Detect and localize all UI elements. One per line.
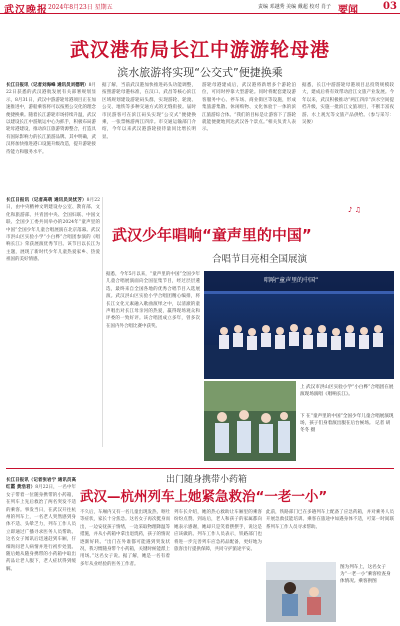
column-divider — [102, 197, 103, 447]
choir-performance-photo — [204, 271, 394, 379]
story1-headline: 武汉港布局长江中游游轮母港 — [69, 39, 330, 61]
story1-lead: 长江日报讯（记者刘海峰 通讯员刘德明） — [6, 83, 89, 88]
story3-lead: 长江日报讯（记者张岩宁 通讯员高红霞 黄浩君） — [6, 478, 76, 491]
train-rescue-photo — [266, 562, 336, 622]
story3-column-3 — [174, 509, 262, 624]
story3-headline: 武汉—杭州列车上她紧急救治“一老一小” — [80, 489, 328, 505]
story1-column-1 — [6, 82, 96, 189]
story1-col2-text: 据了解，当前武汉港加快推进码头功能调整，按照游轮母港标准，在汉口、武昌等核心滨江区域规划建设游轮码头群，实现游轮、轮渡、公交、地铁等多种交通方式的无缝衔接。届时市民游客可在滨江码头实现“公交式”便捷换乘，一张票畅游两江四岸。市交通运输部门介绍，今年以来武汉港游轮接待量同比增长明显。 — [102, 83, 196, 140]
story2-photo-caption-top — [300, 384, 394, 398]
story1-col3-text: 游轮母港建成后，武汉港将新增多个游轮泊位，可同时停靠大型游轮。同时将配套建设游客服务中心、停车场、商业街区等设施，形成集旅游集散、休闲购物、文化体验于一体的滨江旅游综合体。“我们的目标是让游客下了游轮就能便捷地到达武汉各个景点。”相关负责人表示。 — [202, 83, 296, 133]
story2-headline: 武汉少年唱响“童声里的中国” — [112, 226, 312, 244]
music-note-icon: ♪ ♫ — [348, 206, 361, 214]
story1-col4-text: 据悉，长江中游游轮母港项目总投资规模较大，建成后将有效带动沿江文旅产业发展。今年以来，武汉积极推动“两江四岸”滨水空间提档升级，实施一批滨江文旅项目，不断丰富夜游、水上观光等文旅产品供给。（参与采写：吴俊） — [302, 83, 394, 126]
story3-column-2 — [80, 509, 170, 624]
story1-subheadline: 滨水旅游将实现“公交式”便捷换乘 — [117, 66, 283, 79]
section-label: 要闻 — [338, 5, 358, 16]
story2-column-2 — [106, 271, 200, 446]
story3-photo-caption — [340, 564, 394, 585]
story3-col4-text: 此前，铁路部门已在多趟列车上配备了应急药箱，并对乘务人员开展急救技能培训。乘客在旅途中如遇身体不适，可第一时间联系列车工作人员寻求帮助。 — [266, 510, 394, 530]
story1-column-3 — [202, 82, 296, 189]
choir-backstage-photo — [204, 381, 296, 461]
masthead: 武汉晚报 — [4, 5, 48, 16]
story1-column-4 — [302, 82, 394, 189]
story3-column-4 — [266, 509, 394, 561]
story3-col1-text: 8月22日，一名中年女子带着一位随身携带的小药箱，在列车上先后救治了两名突发不适的乘客。事发当日，在武汉开往杭州的列车上，一名老人突然感到身体不适、头晕乏力，列车工作人员立即通过广播寻求医务人员帮助。这名女子闻讯后迅速赶到车厢，仔细询问老人病情并进行初步处置。随后她从随身携带的小药箱中取出药品让老人服下，老人症状得到缓解。 — [6, 485, 76, 572]
story3-column-1 — [6, 477, 76, 624]
story2-caption-1: 上 武汉市洪山区实验小学“小白桦”合唱团在展演现场演唱《唱响长江》。 — [300, 385, 394, 397]
section-divider — [6, 468, 394, 469]
story3-kicker: 出门随身携带小药箱 — [166, 475, 248, 485]
story2-column-1 — [6, 197, 100, 447]
story2-caption-credit: 记者 胡冬冬 摄 — [300, 421, 391, 433]
story3-col2-text: 不久后，车厢内又有一名儿童出现发热、呕吐等症状，家长十分焦急。这名女子再次挺身而出，一边安抚孩子情绪，一边采取物理降温等措施，并从小药箱中拿出退烧药，孩子的情况逐渐好转。“出门在外谁都可能遇到突发状况，我习惯随身带个小药箱，关键时候能派上用场。”这名女子说。据了解，她是一名有着多年从业经验的医务工作者。 — [80, 510, 170, 567]
story2-caption-2: 下 在“童声里的中国”全国少年儿童合唱展演现场，孩子们身着演出服在后台候场。 — [300, 414, 394, 426]
story2-photo-caption-bottom — [300, 413, 394, 434]
page-number: 03 — [383, 1, 397, 12]
story2-col2-text: 据悉，今年5月以来，“童声里的中国”全国少年儿童合唱展演面向全国征集节目，经过层层遴选，最终来自全国各地的优秀合唱节目入选展演。武汉洪山区实验小学合唱团精心编排，将长江文化元素融入歌曲演绎之中，以清澈的童声唱出对长江母亲河的热爱，赢得现场观众和评委的一致好评。该合唱团成立多年，曾多次在国内外合唱比赛中获奖。 — [106, 272, 200, 329]
story2-col1-text: 8月22日，由中央精神文明建设办公室、教育部、文化和旅游部、共青团中央、全国妇联、中国文联、全国少工委共同举办的2024年“童声里的中国”全国少年儿童合唱展演在北京落幕。武汉市洪山区实验小学“小白桦”合唱团参演的《唱响长江》荣获展演优秀节目。该节目以长江为主题，展现了新时代少年儿童热爱家乡、热爱祖国的美好情感。 — [6, 198, 100, 263]
story2-subheadline: 合唱节目亮相全国展演 — [212, 254, 308, 265]
story1-column-2 — [102, 82, 196, 189]
story3-col3-text: 列车长介绍，她的热心救助让车厢里的乘客纷纷点赞。到站后，老人和孩子的家属都向她表示感谢，她却只是笑着摆摆手，说这是应该做的。列车工作人员表示，铁路部门也将进一步完善列车应急药品配备，更好地为旅客出行提供保障，共同守护旅途平安。 — [174, 510, 262, 553]
photo-stage-banner: 唱响“童声里的中国” — [264, 277, 319, 284]
issue-date: 2024年8月23日 星期五 — [48, 4, 113, 11]
story2-lead: 长江日报讯（记者高萌 通讯员吴忧芳） — [6, 198, 87, 203]
story3-caption-text: 图为列车上，这名女子为“一老一小”乘客检查身体情况。乘客供图 — [340, 565, 391, 584]
story1-col1-text: 8月22日获悉的武汉港航发展有关部署规划显示，8月31日，武汉中游游轮母港项目正在加速推进中，游船乘客将可以按照公交化的理念便捷换乘。随着长江游轮市场持续升温，武汉以建设长江中游航运中心为抓手，积极布局游轮母港建设，推动滨江旅游资源整合，打造具有国际影响力的长江旅游品牌。其中明确，武汉将加快推进港口设施升级改造，提升游轮接待能力和服务水平。 — [6, 83, 96, 155]
editor-credits: 责编 邓越秀 美编 戴超 校对 肖子 — [258, 4, 331, 10]
